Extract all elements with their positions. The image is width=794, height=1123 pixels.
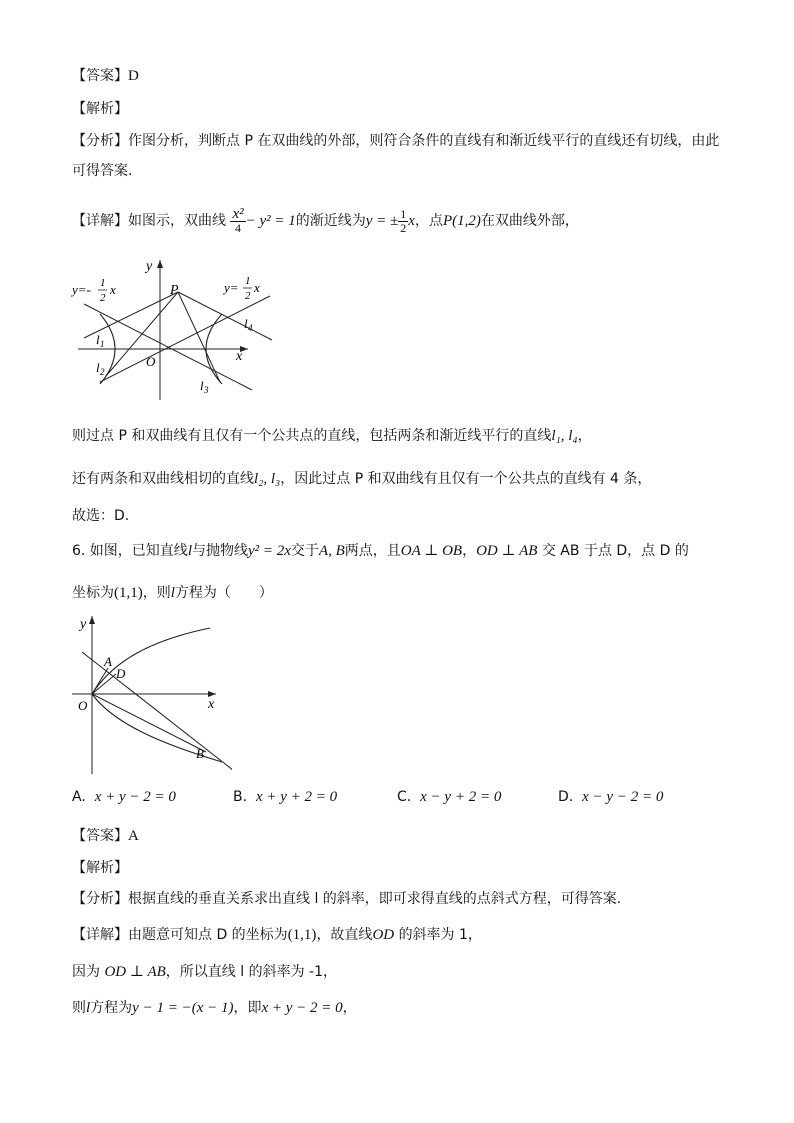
detail-1-mid: ，故直线	[316, 927, 373, 943]
concl-1-math: l₁, l₄	[551, 428, 578, 444]
label-l3: l	[200, 378, 204, 393]
parabola: y² = 2x	[247, 543, 291, 559]
concl-2-pre: 还有两条和双曲线相切的直线	[72, 471, 254, 487]
label-o: O	[78, 698, 88, 713]
concl-2-post: ，因此过点 P 和双曲线有且仅有一个公共点的直线有 4 条，	[280, 471, 652, 487]
label-x: x	[208, 697, 215, 712]
label-l4-sub: 4	[248, 323, 253, 333]
detail-line-q5	[72, 204, 579, 238]
y-axis-arrow-icon	[89, 616, 95, 624]
label-l1: l	[96, 332, 100, 347]
fenxi-line-2-q5: 可得答案.	[72, 163, 133, 179]
detail-2-pre: 因为	[72, 964, 105, 980]
stem-line-1-q6	[72, 541, 689, 561]
asym-lhs: y = ±	[365, 213, 399, 229]
label-d: D	[116, 666, 126, 681]
fenxi-text-1: 作图分析，判断点 P 在双曲线的外部，则符合条件的直线有和渐近线平行的直线还有切线，由此	[128, 133, 720, 149]
stem-2-post: 方程为（ ）	[174, 585, 273, 601]
detail-1-pre: 由题意可知点 D 的坐标为	[128, 927, 288, 943]
label-asym-right-pre: y=	[224, 280, 239, 295]
option-c-label: C.	[397, 789, 412, 805]
detail-tag: 【详解】	[72, 213, 128, 229]
stem-1-e: 交 AB 于点 D，点 D 的	[541, 543, 689, 559]
hyperbola-num: x²	[232, 205, 244, 222]
label-o: O	[146, 354, 156, 369]
detail-post: 在双曲线外部，	[480, 213, 579, 229]
oa-perp-ob: OA ⊥ OB	[400, 543, 463, 559]
label-l2-sub: 2	[100, 367, 105, 377]
detail-pre: 如图示，双曲线	[128, 213, 226, 229]
stem-l: l	[187, 543, 192, 559]
hyperbola-rest: − y² = 1	[245, 213, 296, 229]
detail-2-math: OD ⊥ AB	[104, 964, 166, 980]
answer-line-q5	[72, 66, 139, 86]
answer-value: A	[128, 828, 139, 844]
label-l4: l	[244, 316, 248, 331]
label-asym-left-pre: y=-	[72, 282, 91, 297]
fenxi-tag: 【分析】	[72, 891, 128, 907]
asym-den: 2	[400, 220, 407, 235]
option-d[interactable]	[558, 789, 663, 806]
hyperbola-den: 4	[235, 220, 242, 235]
fenxi-line-1-q5	[72, 131, 719, 151]
label-asym-right-x: x	[254, 280, 260, 295]
conclusion-line-2-q5	[72, 469, 651, 489]
stem-2-mid: ，则	[142, 585, 171, 601]
concl-1-pre: 则过点 P 和双曲线有且仅有一个公共点的直线，包括两条和渐近线平行的直线	[72, 428, 552, 444]
label-asym-left-num: 1	[100, 277, 106, 289]
option-b-text: x + y + 2 = 0	[255, 789, 338, 805]
segment-od	[92, 674, 116, 694]
asym-num: 1	[400, 206, 407, 221]
answer-value: D	[128, 68, 139, 84]
label-asym-right-num: 1	[245, 275, 251, 287]
segment-ob	[92, 694, 206, 752]
stem-line-2-q6	[72, 583, 273, 603]
option-c-text: x − y + 2 = 0	[420, 789, 502, 805]
detail-3-eq1: y − 1 = −(x − 1)	[132, 1000, 234, 1016]
label-l2: l	[96, 360, 100, 375]
detail-line-1-q6	[72, 925, 482, 945]
detail-tag: 【详解】	[72, 927, 128, 943]
d-coord: (1,1)	[114, 585, 143, 601]
line-l3	[178, 292, 220, 382]
label-p: P	[170, 283, 179, 298]
od-perp-ab: OD ⊥ AB	[476, 543, 538, 559]
conclusion-line-1-q5	[72, 426, 592, 446]
detail-3-l: l	[86, 1000, 91, 1016]
line-l	[82, 652, 232, 774]
detail-3-pre: 则	[72, 1000, 86, 1016]
detail-3-post: ，	[342, 1000, 357, 1016]
detail-1-post: 的斜率为 1，	[398, 927, 482, 943]
stem-1-b: 交于	[290, 543, 319, 559]
option-b-label: B.	[233, 789, 248, 805]
option-c[interactable]	[397, 789, 501, 806]
detail-2-post: ，所以直线 l 的斜率为 -1，	[165, 964, 337, 980]
asym-x: x	[408, 213, 415, 229]
y-axis-arrow-icon	[157, 260, 163, 268]
choice-q5: 故选：D.	[72, 508, 130, 524]
concl-2-math: l₂, l₃	[254, 471, 281, 487]
detail-3-mid: 方程为	[90, 1000, 133, 1016]
stem-1-a: 与抛物线	[191, 543, 248, 559]
option-d-label: D.	[558, 789, 574, 805]
label-asym-left-x: x	[110, 282, 116, 297]
label-a: A	[104, 654, 112, 669]
fenxi-text: 根据直线的垂直关系求出直线 l 的斜率，即可求得直线的点斜式方程，可得答案.	[128, 891, 622, 907]
label-y: y	[146, 259, 153, 274]
asymptote-right	[100, 296, 270, 382]
hyperbola-figure	[62, 252, 282, 404]
stem-2-l: l	[170, 585, 175, 601]
option-d-text: x − y − 2 = 0	[582, 789, 664, 805]
detail-1-od: OD	[372, 927, 395, 943]
label-b: B	[196, 746, 204, 761]
analysis-tag-q5: 【解析】	[72, 101, 128, 117]
fenxi-line-q6	[72, 889, 621, 909]
detail-3-mid2: ，即	[233, 1000, 262, 1016]
parabola-curve	[92, 628, 222, 762]
detail-mid2: ，点	[414, 213, 443, 229]
label-asym-left-den: 2	[100, 292, 106, 304]
label-x: x	[236, 349, 243, 364]
line-l4	[178, 292, 272, 340]
hyperbola-fraction	[230, 205, 245, 235]
ab-points: A, B	[318, 543, 345, 559]
label-asym-right-den: 2	[245, 290, 251, 302]
parabola-figure	[62, 612, 232, 780]
detail-3-eq2: x + y − 2 = 0	[261, 1000, 343, 1016]
answer-line-q6	[72, 826, 139, 846]
line-l2	[106, 292, 178, 376]
detail-mid: 的渐近线为	[295, 213, 366, 229]
label-y: y	[80, 617, 87, 632]
option-a-text: x + y − 2 = 0	[94, 789, 176, 805]
stem-1-d: ，	[462, 543, 477, 559]
concl-1-post: ，	[577, 428, 592, 444]
label-l3-sub: 3	[204, 385, 209, 395]
stem-1-pre: 6. 如图，已知直线	[72, 543, 188, 559]
segment-oa	[92, 668, 108, 694]
detail-line-3-q6	[72, 998, 357, 1018]
detail-line-2-q6	[72, 962, 337, 982]
stem-1-c: 两点，且	[344, 543, 401, 559]
answer-tag: 【答案】	[72, 68, 128, 84]
detail-1-coord: (1,1)	[287, 927, 317, 943]
option-b[interactable]	[233, 789, 337, 806]
option-a[interactable]	[72, 789, 176, 806]
analysis-tag-q6: 【解析】	[72, 860, 128, 876]
option-a-label: A.	[72, 789, 86, 805]
stem-2-pre: 坐标为	[72, 585, 114, 601]
asym-fraction	[398, 208, 408, 235]
label-l1-sub: 1	[100, 339, 105, 349]
point-p: P(1,2)	[442, 213, 481, 229]
fenxi-tag: 【分析】	[72, 133, 128, 149]
answer-tag: 【答案】	[72, 828, 128, 844]
